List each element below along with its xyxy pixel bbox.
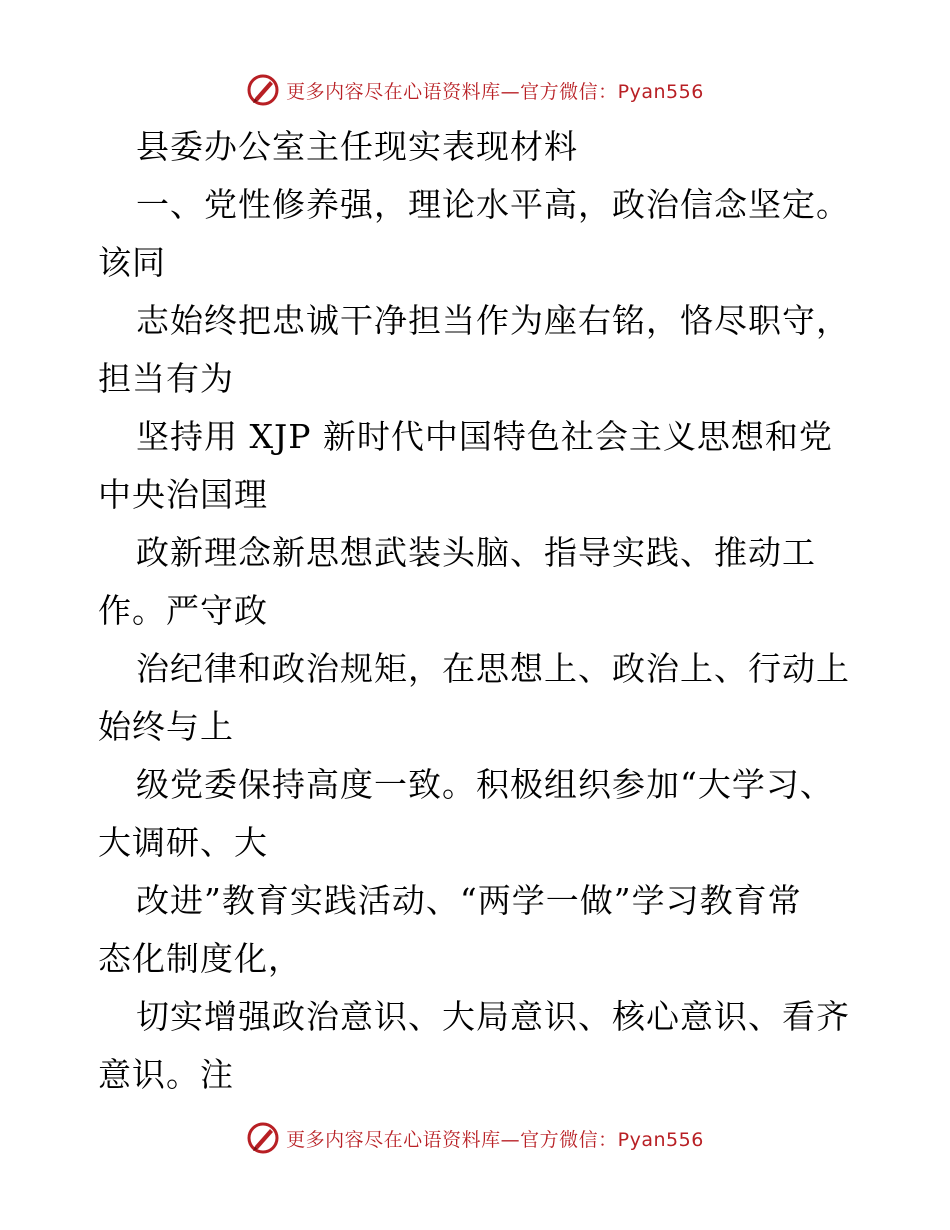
text-line: 切实增强政治意识、大局意识、核心意识、看齐: [136, 997, 850, 1036]
text-line: 治纪律和政治规矩，在思想上、政治上、行动上: [136, 649, 850, 688]
text-line: 级党委保持高度一致。积极组织参加“大学习、: [136, 765, 834, 804]
text-line: 意识。注: [98, 1055, 234, 1094]
text-line: 坚持用 XJP 新时代中国特色社会主义思想和党: [136, 417, 833, 456]
text-line: 志始终把忠诚干净担当作为座右铭，恪尽职守，: [136, 301, 850, 340]
text-line: 改进”教育实践活动、“两学一做”学习教育常: [136, 881, 802, 920]
text-line: 始终与上: [98, 707, 234, 746]
pen-logo-icon: [246, 73, 280, 107]
text-line: 态化制度化，: [98, 939, 302, 978]
document-body: [98, 118, 888, 1104]
text-line: 作。严守政: [98, 591, 268, 630]
document-title: 县委办公室主任现实表现材料: [136, 127, 578, 166]
header-banner: [0, 70, 950, 110]
text-line: 中央治国理: [98, 475, 268, 514]
footer-banner: [0, 1118, 950, 1158]
text-line: 政新理念新思想武装头脑、指导实践、推动工: [136, 533, 816, 572]
banner-text: 更多内容尽在心语资料库—官方微信：Pyan556: [286, 1128, 704, 1151]
text-line: 一、党性修养强，理论水平高，政治信念坚定。: [136, 185, 850, 224]
text-line: 担当有为: [98, 359, 234, 398]
pen-logo-icon: [246, 1121, 280, 1155]
banner-text: 更多内容尽在心语资料库—官方微信：Pyan556: [286, 80, 704, 103]
text-line: 该同: [98, 243, 166, 282]
text-line: 大调研、大: [98, 823, 268, 862]
